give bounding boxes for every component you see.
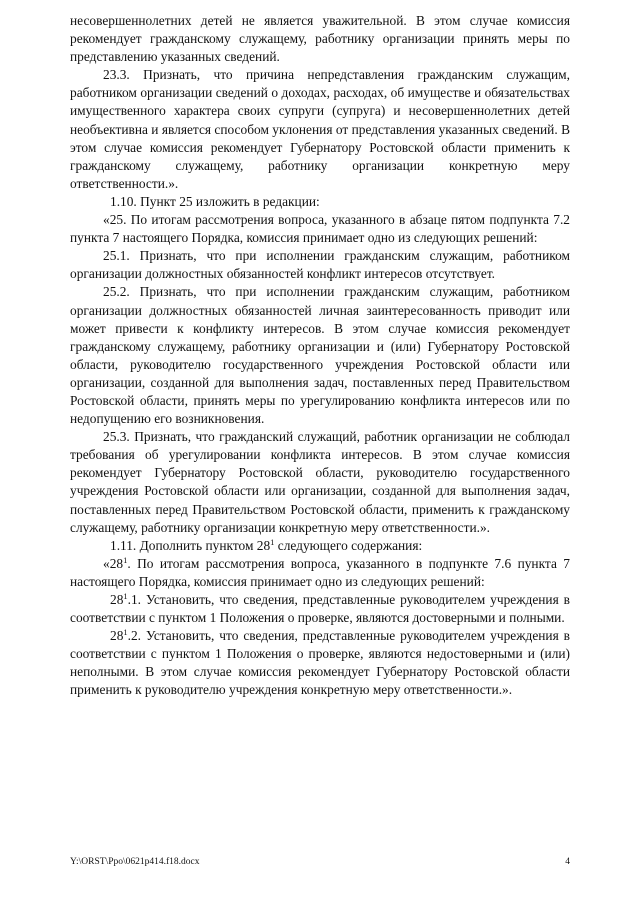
superscript: 1 [123, 627, 128, 638]
paragraph-25: «25. По итогам рассмотрения вопроса, указанного в абзаце пятом подпункта 7.2 пункта 7 настоящего Порядка, комиссия принимает одно из следующих решений: [70, 212, 570, 246]
document-body [70, 12, 570, 700]
paragraph-28-1-2: $28^1.2$. Установить, что сведения, представленные руководителем учреждения в соответствии с пунктом 1 Положения о проверке, являются недостоверными и (или) неполными. В этом случае комиссия рекомендует Губернатору Ростовской области применить к руководителю учреждения конкретную меру ответственности.». [70, 627, 570, 698]
footer-file-path: Y:\ORST\Ppo\0621p414.f18.docx [70, 857, 200, 867]
page-footer [70, 855, 570, 869]
superscript: 1 [123, 591, 128, 601]
paragraph-28-1-1: $28^1.1$. Установить, что сведения, представленные руководителем учреждения в соответствии с пунктом 1 Положения о проверке, являются достоверными и полными. [70, 591, 570, 626]
superscript: 1 [270, 536, 275, 547]
paragraph-25-2: 25.2. Признать, что при исполнении гражданским служащим, работником организации должностных обязанностей личная заинтересованность приводит или может привести к конфликту интересов. В этом случае комиссия рекомендует гражданскому служащему, работнику организации и (или) Губернатору Ростовской области, руководителю государственного учреждения Ростовской области или организации, созданной для выполнения задач, поставленных перед Правительством Ростовской области, принять меры по урегулированию конфликта интересов или по недопущению его возникновения. [70, 284, 570, 427]
paragraph-25-1: 25.1. Признать, что при исполнении гражданским служащим, работником организации должностных обязанностей конфликт интересов отсутствует. [70, 248, 570, 282]
page-number: 4 [565, 857, 570, 867]
paragraph-1-11: 1.11. Дополнить пунктом $28^1$ следующего содержания: [110, 536, 423, 553]
paragraph-23-3: 23.3. Признать, что причина непредставления гражданским служащим, работником организации сведений о доходах, расходах, об имуществе и обязательствах имущественного характера своих супруги (супруга) и несовершеннолетних детей необъективна и является способом уклонения от представления указанных сведений. В этом случае комиссия рекомендует Губернатору Ростовской области применить к гражданскому служащему, работнику организации конкретную меру ответственности.». [70, 67, 570, 191]
paragraph-1-10: 1.10. Пункт 25 изложить в редакции: [110, 193, 320, 209]
paragraph-25-3: 25.3. Признать, что гражданский служащий, работник организации не соблюдал требования об урегулировании конфликта интересов. В этом случае комиссия рекомендует Губернатору Ростовской области, руководителю государственного учреждения Ростовской области или организации, созданной для выполнения задач, поставленных перед Правительством Ростовской области, применить к гражданскому служащему, работнику организации конкретную меру ответственности.». [70, 429, 570, 535]
paragraph-continuation: несовершеннолетних детей не является уважительной. В этом случае комиссия рекомендует гражданскому служащему, работнику организации принять меры по представлению указанных сведений. [70, 13, 570, 65]
superscript: 1 [123, 554, 128, 565]
paragraph-28-1: «$28^1$. По итогам рассмотрения вопроса, указанного в подпункте 7.6 пункта 7 настоящего Порядка, комиссия принимает одно из следующих решений: [70, 554, 570, 589]
